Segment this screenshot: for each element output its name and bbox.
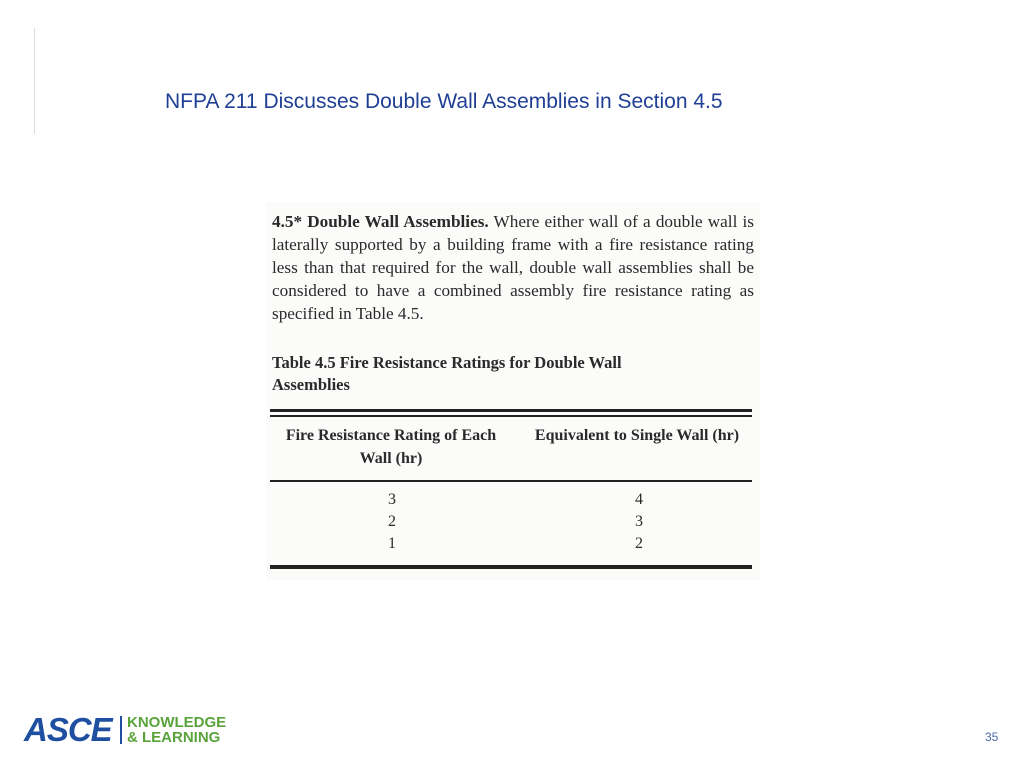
logo-divider	[120, 716, 122, 744]
table-header-rule	[270, 480, 752, 482]
column-header-equivalent: Equivalent to Single Wall (hr)	[534, 427, 740, 444]
table-body	[266, 491, 760, 557]
table-cell: 2	[388, 513, 396, 530]
table-caption: Table 4.5 Fire Resistance Ratings for Double Wall Assemblies	[272, 353, 622, 394]
table-cell: 3	[635, 513, 643, 530]
table-cell: 4	[635, 491, 643, 508]
table-cell: 3	[388, 491, 396, 508]
nfpa-excerpt-image	[266, 202, 760, 580]
section-body: Where either wall of a double wall is laterally supported by a building frame with a fire resistance rating less than that required for the wall, double wall assemblies shall be considered to have a combined assembly fire resistance rating as specified in Table 4.5.	[272, 212, 754, 323]
column-header-rating: Fire Resistance Rating of Each Wall (hr)	[285, 427, 497, 467]
logo-tagline-line2: & LEARNING	[127, 729, 221, 746]
page-number: 35	[985, 730, 999, 744]
left-divider	[34, 28, 35, 134]
table-top-rule-inner	[270, 415, 752, 417]
table-row	[266, 535, 760, 557]
table-row	[266, 491, 760, 513]
table-row	[266, 513, 760, 535]
table-bottom-rule	[270, 565, 752, 569]
slide-title: NFPA 211 Discusses Double Wall Assemblies in Section 4.5	[165, 90, 723, 113]
asce-logo	[24, 713, 264, 747]
section-paragraph	[272, 210, 754, 325]
logo-tagline	[127, 715, 226, 745]
section-heading: 4.5* Double Wall Assemblies.	[272, 212, 489, 231]
logo-tagline-line1: KNOWLEDGE	[127, 714, 227, 731]
table-top-rule	[270, 409, 752, 412]
table-cell: 1	[388, 535, 396, 552]
logo-wordmark: ASCE	[24, 711, 112, 748]
table-cell: 2	[635, 535, 643, 552]
